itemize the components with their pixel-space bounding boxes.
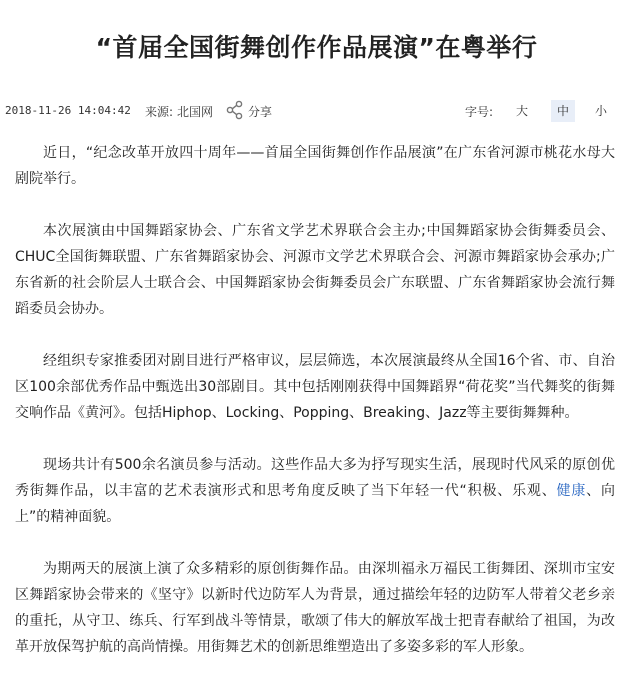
paragraph-5: 为期两天的展演上演了众多精彩的原创街舞作品。由深圳福永万福民工街舞团、深圳市宝安区舞蹈家协会带来的《坚守》以新时代边防军人为背景，通过描绘年轻的边防军人带着父老乡亲的重托，从守卫、练兵、行军到战斗等情景，歌颂了伟大的解放军战士把青春献给了祖国，为改革开放保驾护航的高尚情操。用街舞艺术的创新思维塑造出了多姿多彩的军人形象。	[15, 561, 615, 655]
article-title: “首届全国街舞创作作品展演”在粤举行	[95, 33, 538, 62]
publish-date: 2018-11-26 14:04:42	[5, 104, 131, 117]
paragraph-4	[15, 452, 615, 530]
paragraph-2: 本次展演由中国舞蹈家协会、广东省文学艺术界联合会主办;中国舞蹈家协会街舞委员会、CHUC全国街舞联盟、广东省舞蹈家协会、河源市文学艺术界联合会、河源市舞蹈家协会承办;广东省新的社会阶层人士联合会、中国舞蹈家协会街舞委员会广东联盟、广东省舞蹈家协会流行舞蹈委员会协办。	[15, 223, 615, 317]
font-size-medium-button[interactable]: 中	[551, 100, 575, 122]
article-meta	[5, 100, 625, 122]
paragraph-4-text-after: 、向上”的精神面貌。	[15, 483, 615, 525]
paragraph-3: 经组织专家推委团对剧目进行严格审议，层层筛选，本次展演最终从全国16个省、市、自治区100余部优秀作品中甄选出30部剧目。其中包括刚刚获得中国舞蹈界“荷花奖”当代舞奖的街舞交响作品《黄河》。包括Hiphop、Locking、Popping、Breaking、Jazz等主要街舞舞种。	[15, 353, 615, 421]
paragraph-4-text-before: 现场共计有500余名演员参与活动。这些作品大多为抒写现实生活，展现时代风采的原创优秀街舞作品，以丰富的艺术表演形式和思考角度反映了当下年轻一代“积极、乐观、	[15, 457, 615, 499]
share-button[interactable]: 分享	[248, 105, 273, 119]
paragraph-1: 近日，“纪念改革开放四十周年——首届全国街舞创作作品展演”在广东省河源市桃花水母大剧院举行。	[15, 145, 615, 187]
font-size-small-button[interactable]: 小	[594, 104, 607, 118]
font-size-large-button[interactable]: 大	[515, 104, 528, 118]
article-body	[15, 140, 615, 686]
font-size-label: 字号:	[465, 105, 494, 119]
health-link[interactable]: 健康	[556, 483, 587, 499]
source-label: 来源:	[145, 105, 174, 119]
share-icon[interactable]	[226, 100, 244, 120]
source-value: 北国网	[177, 105, 214, 119]
